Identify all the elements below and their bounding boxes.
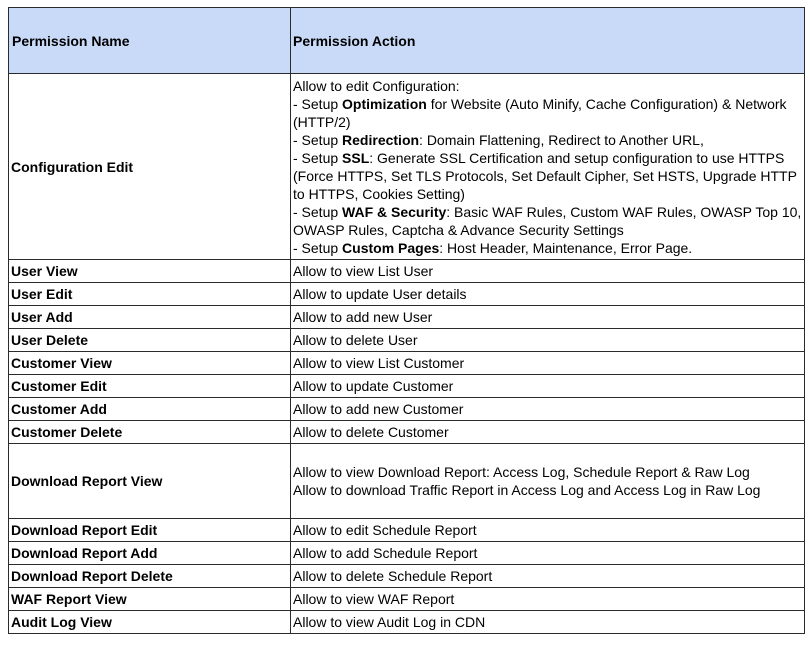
permission-action: Allow to edit Schedule Report bbox=[291, 519, 805, 542]
permission-action: Allow to view WAF Report bbox=[291, 588, 805, 611]
config-line: - Setup WAF & Security: Basic WAF Rules, Custom WAF Rules, OWASP Top 10, OWASP Rules, Captcha & Advance Security Settings bbox=[293, 203, 802, 238]
header-permission-name: Permission Name bbox=[9, 8, 291, 74]
table-row bbox=[9, 329, 805, 352]
download-line: Allow to view Download Report: Access Log, Schedule Report & Raw Log bbox=[293, 464, 750, 480]
permission-name: User Add bbox=[9, 306, 291, 329]
permission-name: User Delete bbox=[9, 329, 291, 352]
config-line: - Setup Custom Pages: Host Header, Maintenance, Error Page. bbox=[293, 239, 693, 256]
permission-name: User Edit bbox=[9, 283, 291, 306]
table-row bbox=[9, 352, 805, 375]
permission-action: Allow to add new User bbox=[291, 306, 805, 329]
header-row bbox=[9, 8, 805, 74]
config-line: - Setup Optimization for Website (Auto Minify, Cache Configuration) & Network (HTTP/2) bbox=[293, 95, 787, 130]
permission-action: Allow to view Audit Log in CDN bbox=[291, 611, 805, 634]
permission-name: Download Report View bbox=[9, 444, 291, 519]
table-row bbox=[9, 398, 805, 421]
table-row bbox=[9, 542, 805, 565]
permission-name: Download Report Delete bbox=[9, 565, 291, 588]
permission-name: Customer Add bbox=[9, 398, 291, 421]
download-line: Allow to download Traffic Report in Access Log and Access Log in Raw Log bbox=[293, 482, 761, 498]
permission-name: User View bbox=[9, 260, 291, 283]
table-row-configuration-edit bbox=[9, 74, 805, 260]
config-line: Allow to edit Configuration: bbox=[293, 77, 460, 94]
permission-action bbox=[291, 74, 805, 260]
table-row bbox=[9, 519, 805, 542]
permission-action: Allow to view List User bbox=[291, 260, 805, 283]
permission-action: Allow to update User details bbox=[291, 283, 805, 306]
config-line: - Setup Redirection: Domain Flattening, Redirect to Another URL, bbox=[293, 131, 704, 148]
permission-name: Download Report Add bbox=[9, 542, 291, 565]
permission-name: Audit Log View bbox=[9, 611, 291, 634]
table-row bbox=[9, 421, 805, 444]
table-row bbox=[9, 260, 805, 283]
table-row bbox=[9, 375, 805, 398]
permission-name: Customer Edit bbox=[9, 375, 291, 398]
permission-action: Allow to delete User bbox=[291, 329, 805, 352]
table-row bbox=[9, 306, 805, 329]
permission-action: Allow to add new Customer bbox=[291, 398, 805, 421]
permission-action: Allow to delete Schedule Report bbox=[291, 565, 805, 588]
table-row bbox=[9, 565, 805, 588]
permission-name: Configuration Edit bbox=[9, 74, 291, 260]
config-line: - Setup SSL: Generate SSL Certification and setup configuration to use HTTPS (Force HTTPS, Set TLS Protocols, Set Default Cipher, Set HSTS, Upgrade HTTP to HTTPS, Cookies Setting) bbox=[293, 149, 797, 202]
permission-name: Customer View bbox=[9, 352, 291, 375]
permission-name: Download Report Edit bbox=[9, 519, 291, 542]
table-row bbox=[9, 611, 805, 634]
table-row bbox=[9, 588, 805, 611]
table-row bbox=[9, 283, 805, 306]
permissions-table bbox=[8, 7, 805, 634]
permission-action: Allow to view List Customer bbox=[291, 352, 805, 375]
permission-name: Customer Delete bbox=[9, 421, 291, 444]
permission-name: WAF Report View bbox=[9, 588, 291, 611]
header-permission-action: Permission Action bbox=[291, 8, 805, 74]
permission-action: Allow to delete Customer bbox=[291, 421, 805, 444]
table-row-download-report-view bbox=[9, 444, 805, 519]
permission-action: Allow to update Customer bbox=[291, 375, 805, 398]
permission-action bbox=[291, 444, 805, 519]
permission-action: Allow to add Schedule Report bbox=[291, 542, 805, 565]
